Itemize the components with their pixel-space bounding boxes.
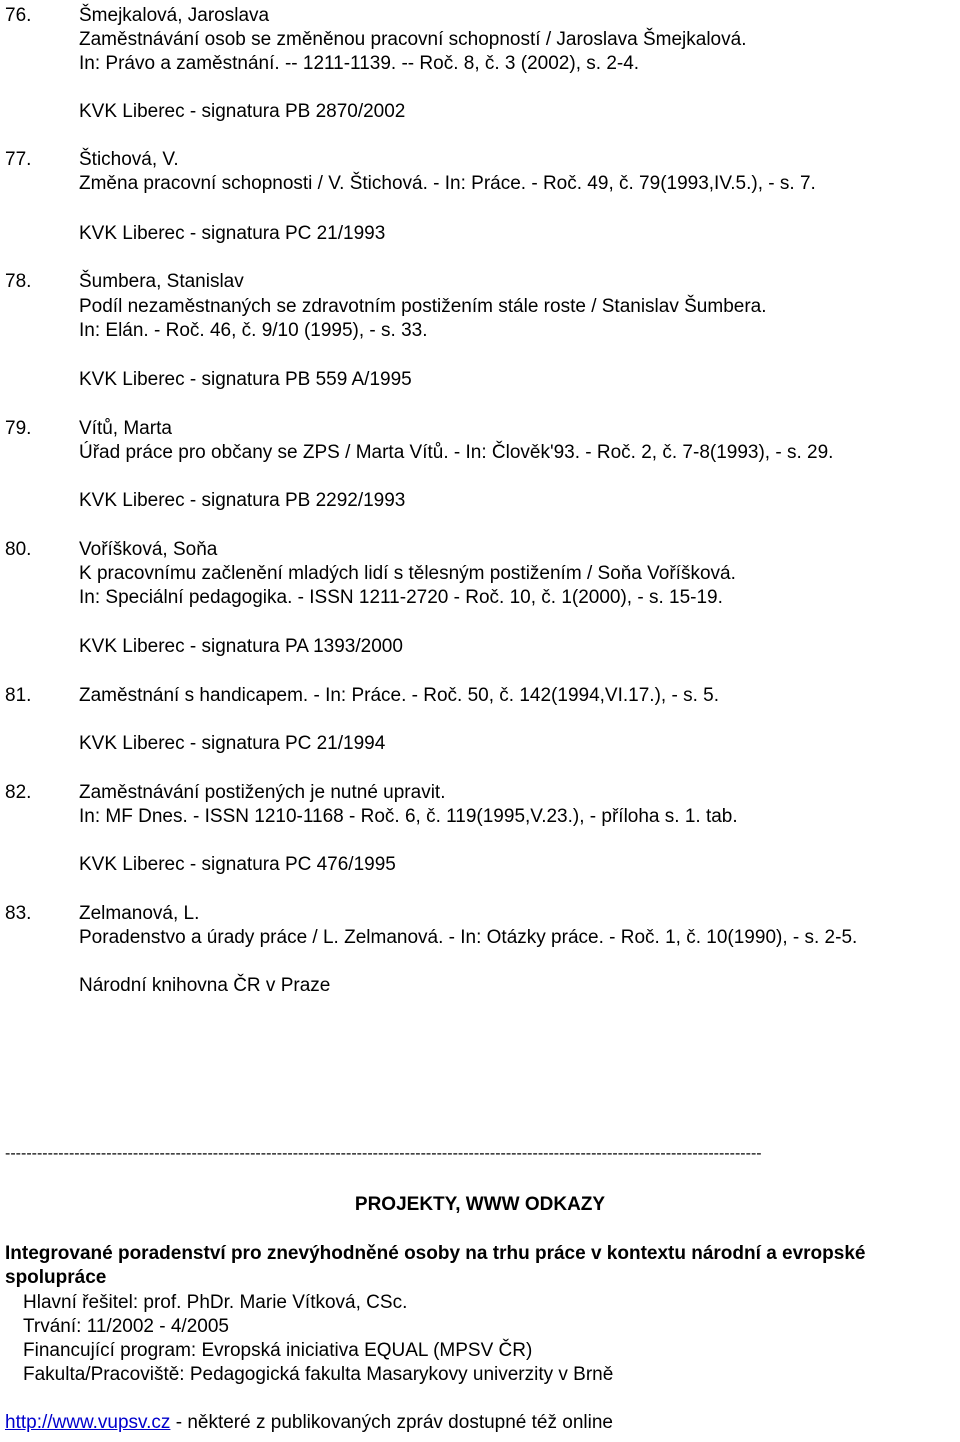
- entry-signature: KVK Liberec - signatura PC 21/1994: [79, 733, 386, 754]
- entry-number: 79.: [5, 418, 32, 439]
- entry-title: Změna pracovní schopnosti / V. Štichová. - In: Práce. - Roč. 49, č. 79(1993,IV.5.), - s. 7.: [79, 173, 816, 194]
- entry-author: Štichová, V.: [79, 149, 179, 170]
- entry-title: Poradenstvo a úrady práce / L. Zelmanová. - In: Otázky práce. - Roč. 1, č. 10(1990), - s. 2-5.: [79, 927, 858, 948]
- project-lead: Hlavní řešitel: prof. PhDr. Marie Vítková, CSc.: [23, 1292, 408, 1313]
- entry-title: Zaměstnávání osob se změněnou pracovní schopností / Jaroslava Šmejkalová.: [79, 29, 747, 50]
- entry-signature: KVK Liberec - signatura PB 2292/1993: [79, 490, 406, 511]
- entry-author: Šumbera, Stanislav: [79, 271, 244, 292]
- project-faculty: Fakulta/Pracoviště: Pedagogická fakulta Masarykovy univerzity v Brně: [23, 1364, 614, 1385]
- footer-link-description: - některé z publikovaných zpráv dostupné též online: [170, 1412, 613, 1433]
- entry-signature: KVK Liberec - signatura PC 476/1995: [79, 854, 396, 875]
- entry-signature: KVK Liberec - signatura PA 1393/2000: [79, 636, 403, 657]
- entry-number: 83.: [5, 903, 32, 924]
- entry-title: K pracovnímu začlenění mladých lidí s tělesným postižením / Soňa Voříšková.: [79, 563, 736, 584]
- section-heading: PROJEKTY, WWW ODKAZY: [354, 1194, 606, 1215]
- entry-signature: Národní knihovna ČR v Praze: [79, 975, 331, 996]
- project-title-line2: spolupráce: [5, 1267, 107, 1288]
- project-funding: Financující program: Evropská iniciativa EQUAL (MPSV ČR): [23, 1340, 533, 1361]
- dashed-separator: ----------------------------------------------------------------------------------------------------------------------------------------------: [5, 1145, 762, 1162]
- entry-number: 78.: [5, 271, 32, 292]
- entry-author: Zelmanová, L.: [79, 903, 200, 924]
- entry-signature: KVK Liberec - signatura PC 21/1993: [79, 223, 386, 244]
- entry-signature: KVK Liberec - signatura PB 2870/2002: [79, 101, 406, 122]
- footer-link-line: [5, 1411, 613, 1435]
- entry-source: In: Speciální pedagogika. - ISSN 1211-2720 - Roč. 10, č. 1(2000), - s. 15-19.: [79, 587, 723, 608]
- entry-author: Šmejkalová, Jaroslava: [79, 5, 270, 26]
- entry-number: 77.: [5, 149, 32, 170]
- entry-author: Voříšková, Soňa: [79, 539, 218, 560]
- entry-author: Vítů, Marta: [79, 418, 172, 439]
- entry-title: Podíl nezaměstnaných se zdravotním postižením stále roste / Stanislav Šumbera.: [79, 296, 767, 317]
- entry-number: 81.: [5, 685, 32, 706]
- entry-title: Úřad práce pro občany se ZPS / Marta Vítů. - In: Člověk'93. - Roč. 2, č. 7-8(1993), - s. 29.: [79, 442, 834, 463]
- entry-number: 76.: [5, 5, 32, 26]
- entry-number: 82.: [5, 782, 32, 803]
- entry-title: Zaměstnání s handicapem. - In: Práce. - Roč. 50, č. 142(1994,VI.17.), - s. 5.: [79, 685, 719, 706]
- entry-signature: KVK Liberec - signatura PB 559 A/1995: [79, 369, 412, 390]
- entry-source: In: Právo a zaměstnání. -- 1211-1139. -- Roč. 8, č. 3 (2002), s. 2-4.: [79, 53, 640, 74]
- entry-source: In: MF Dnes. - ISSN 1210-1168 - Roč. 6, č. 119(1995,V.23.), - příloha s. 1. tab.: [79, 806, 738, 827]
- entry-number: 80.: [5, 539, 32, 560]
- project-duration: Trvání: 11/2002 - 4/2005: [23, 1316, 229, 1337]
- entry-title: Zaměstnávání postižených je nutné upravit.: [79, 782, 446, 803]
- vupsv-link[interactable]: http://www.vupsv.cz: [5, 1412, 171, 1433]
- entry-source: In: Elán. - Roč. 46, č. 9/10 (1995), - s. 33.: [79, 320, 428, 341]
- project-title-line1: Integrované poradenství pro znevýhodněné osoby na trhu práce v kontextu národní a evropské: [5, 1243, 866, 1264]
